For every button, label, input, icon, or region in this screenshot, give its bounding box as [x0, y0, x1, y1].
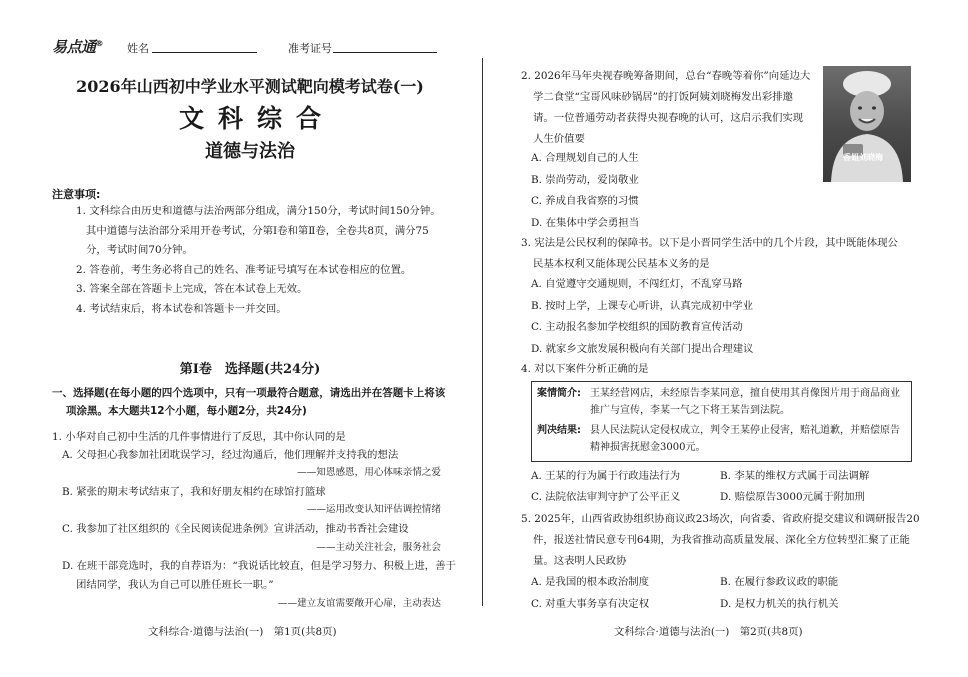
q2-option-c[interactable]: C. 养成自我省察的习惯 — [531, 195, 639, 207]
q1-cite-c: ——主动关注社会，服务社会 — [316, 542, 441, 553]
q1-cite-d: ——建立友谊需要敞开心扉，主动表达 — [277, 598, 441, 609]
q1-cite-b: ——运用改变认知评估调控情绪 — [306, 504, 441, 515]
section-title: 第Ⅰ卷 选择题(共24分) — [179, 362, 321, 377]
q2-stem-line: 2. 2026年马年央视春晚筹备期间，总台“春晚等着你”向延边大 — [521, 70, 811, 82]
q1-option-a[interactable]: A. 父母担心我参加社团耽误学习，经过沟通后，他们理解并支持我的想法 — [62, 449, 399, 461]
q3-stem — [521, 233, 898, 275]
notice-item: 4. 考试结束后，将本试卷和答题卡一并交回。 — [76, 302, 287, 315]
q3-option-a[interactable]: A. 自觉遵守交通规则，不闯红灯，不乱穿马路 — [531, 278, 743, 290]
notice-item: 2. 答卷前，考生务必将自己的姓名、准考证号填写在本试卷相应的位置。 — [76, 263, 412, 276]
instruction-line: 一、选择题(在每小题的四个选项中，只有一项最符合题意，请选出并在答题卡上将该 — [52, 387, 446, 399]
q1-cite-a: ——知恩感恩，用心体味亲情之爱 — [297, 467, 441, 478]
notice-item: 分，考试时间70分钟。 — [86, 244, 193, 256]
notice-list — [76, 202, 461, 319]
verdict-label: 判决结果: — [537, 425, 581, 436]
news-photo — [823, 66, 911, 182]
q5-option-a[interactable]: A. 是我国的根本政治制度 — [531, 576, 650, 588]
q4-stem: 4. 对以下案件分析正确的是 — [521, 363, 649, 375]
q2-options — [531, 148, 639, 234]
exam-number-blank[interactable] — [333, 52, 437, 53]
q5-stem-line: 量。这表明人民政协 — [533, 555, 627, 567]
cook-illustration — [823, 66, 911, 182]
q4-option-b[interactable]: B. 李某的维权方式属于司法调解 — [720, 470, 870, 482]
q5-stem — [521, 509, 920, 572]
case-label: 案情简介: — [537, 388, 581, 399]
notice-item: 1. 文科综合由历史和道德与法治两部分组成，满分150分，考试时间150分钟。 — [76, 205, 441, 217]
subject-title: 文科综合 — [178, 104, 335, 133]
page-footer-right: 文科综合·道德与法治(一) 第2页(共8页) — [614, 626, 803, 638]
instruction-line: 项涂黑。本大题共12个小题，每小题2分，共24分) — [66, 405, 307, 417]
q5-option-c[interactable]: C. 对重大事务享有决定权 — [531, 598, 650, 610]
subsubject-title: 道德与法治 — [205, 141, 295, 162]
q3-option-c[interactable]: C. 主动报名参加学校组织的国防教育宣传活动 — [531, 321, 743, 333]
q3-stem-line: 民基本权利又能体现公民基本义务的是 — [533, 258, 710, 270]
brand-logo — [52, 36, 103, 57]
q4-option-c[interactable]: C. 法院依法审判守护了公平正义 — [531, 491, 681, 503]
exam-number-label: 准考证号 — [288, 42, 332, 55]
q5-stem-line: 5. 2025年，山西省政协组织协商议政23场次，向省委、省政府提交建议和调研报告20 — [521, 513, 920, 525]
q2-stem-line: 人生价值要 — [533, 133, 585, 145]
notice-item: 其中道德与法治部分采用开卷考试，分第Ⅰ卷和第Ⅱ卷，全卷共8页，满分75 — [86, 224, 429, 237]
q2-option-d[interactable]: D. 在集体中学会勇担当 — [531, 216, 640, 229]
q4-option-d[interactable]: D. 赔偿原告3000元属于附加刑 — [720, 491, 865, 503]
q3-options — [531, 274, 753, 360]
q1-option-d-cont: 团结同学，我认为自己可以胜任班长一职。” — [76, 579, 274, 591]
q1-option-b[interactable]: B. 紧张的期末考试结束了，我和好朋友相约在球馆打篮球 — [62, 486, 326, 498]
logo-text: 易点通 — [52, 38, 96, 56]
q3-option-b[interactable]: B. 按时上学，上课专心听讲，认真完成初中学业 — [531, 299, 754, 312]
q2-stem-line: 请。一位普通劳动者获得央视春晚的认可，这启示我们实现 — [533, 112, 804, 124]
notice-heading: 注意事项: — [52, 188, 101, 201]
q5-stem-line: 件，报送社情民意专刊64期，为我省推动高质量发展、深化全方位转型汇聚了正能 — [533, 534, 910, 546]
exam-title: 2026年山西初中学业水平测试靶向模考试卷(一) — [76, 77, 424, 96]
q2-option-a[interactable]: A. 合理规划自己的人生 — [531, 152, 639, 164]
q3-stem-line: 3. 宪法是公民权利的保障书。以下是小晋同学生活中的几个片段，其中既能体现公 — [521, 237, 898, 249]
page-divider — [482, 58, 483, 606]
q1-option-c[interactable]: C. 我参加了社区组织的《全民阅读促进条例》宣讲活动，推动书香社会建设 — [62, 523, 409, 535]
case-text: 王某经营网店，未经原告李某同意，擅自使用其肖像图片用于商品商业 — [590, 388, 900, 399]
notice-item: 3. 答案全部在答题卡上完成，答在本试卷上无效。 — [76, 283, 308, 295]
section-instruction — [52, 384, 452, 420]
name-blank[interactable] — [152, 52, 257, 53]
q2-stem-line: 学二食堂“宝哥风味砂锅居”的打饭阿姨刘晓梅发出彩排邀 — [533, 91, 793, 103]
q4-option-a[interactable]: A. 王某的行为属于行政违法行为 — [531, 470, 681, 482]
q5-option-d[interactable]: D. 是权力机关的执行机关 — [720, 598, 839, 610]
case-text: 推广与宣传，李某一气之下将王某告到法院。 — [590, 405, 790, 416]
q5-option-b[interactable]: B. 在履行参政议政的职能 — [720, 576, 839, 588]
q1-stem: 1. 小华对自己初中生活的几件事情进行了反思，其中你认同的是 — [52, 431, 346, 443]
q2-stem — [521, 66, 821, 150]
logo-mark: ® — [95, 39, 104, 48]
name-label: 姓名 — [127, 42, 149, 55]
page-footer-left: 文科综合·道德与法治(一) 第1页(共8页) — [148, 626, 337, 638]
q2-option-b[interactable]: B. 崇尚劳动，爱岗敬业 — [531, 173, 639, 186]
case-box — [531, 381, 912, 462]
q3-option-d[interactable]: D. 就家乡文旅发展积极向有关部门提出合理建议 — [531, 342, 754, 355]
photo-caption: 香姐刘晓梅 — [843, 153, 883, 162]
verdict-text: 精神损害抚慰金3000元。 — [590, 442, 706, 453]
q1-option-d[interactable]: D. 在班干部竞选时，我的自荐语为：“我说话比较直，但是学习努力、积极上进，善于 — [62, 560, 456, 572]
verdict-text: 县人民法院认定侵权成立，判令王某停止侵害，赔礼道歉，并赔偿原告 — [590, 425, 900, 436]
